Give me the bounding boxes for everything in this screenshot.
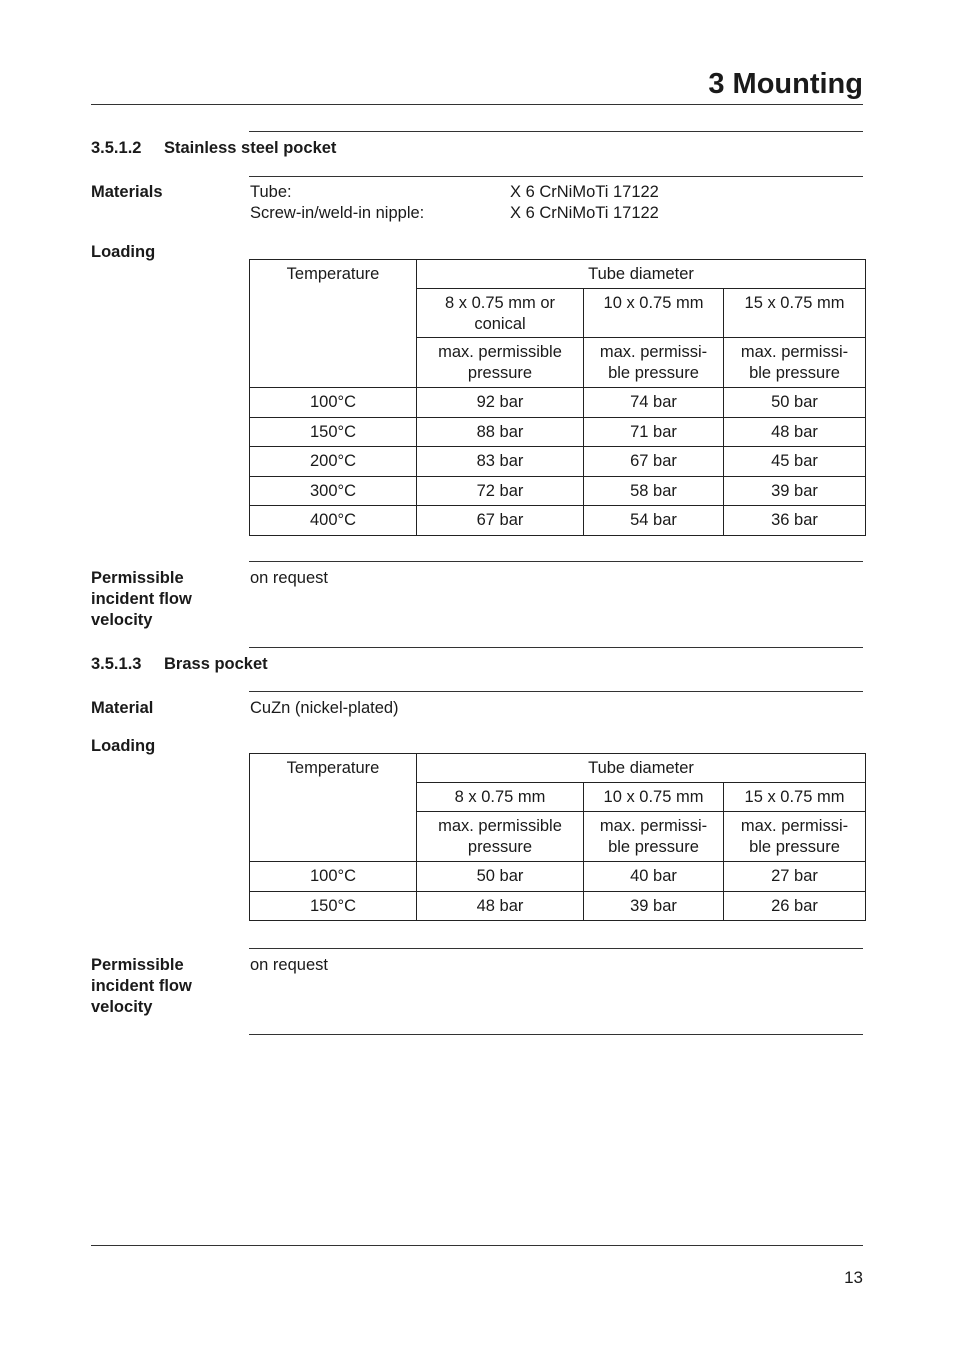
velocity-value: on request [250,569,328,587]
table-row [250,476,866,506]
tube-diameter-header: Tube diameter [417,260,866,289]
velocity-label: Permissible incident flow velocity [91,569,192,629]
pressure-cell: 83 bar [417,447,584,477]
page-number: 13 [844,1268,863,1287]
pressure-cell: 39 bar [724,476,866,506]
section-rule [249,1034,863,1035]
table-row [250,506,866,536]
velocity-value: on request [250,956,328,974]
material-part: Tube: [250,183,292,201]
chapter-title: 3 Mounting [708,68,863,100]
velocity-label: Permissible incident flow velocity [91,956,192,1016]
section-heading-stainless [91,138,336,158]
table-row [250,862,866,892]
section-rule [249,647,863,648]
temperature-cell: 100°C [250,862,417,892]
temperature-cell: 300°C [250,476,417,506]
temperature-cell: 200°C [250,447,417,477]
diameter-header: 10 x 0.75 mm [584,783,724,812]
material-label: Material [91,699,154,717]
header-rule [91,104,863,105]
section-heading-brass [91,654,268,674]
pressure-cell: 48 bar [724,417,866,447]
pressure-cell: 26 bar [724,891,866,921]
pressure-table-brass [249,753,866,921]
temperature-header: Temperature [250,260,417,388]
temperature-header: Temperature [250,754,417,862]
pressure-label: max. permissible pressure [417,338,584,388]
diameter-header: 15 x 0.75 mm [724,289,866,338]
pressure-cell: 67 bar [417,506,584,536]
pressure-cell: 48 bar [417,891,584,921]
pressure-cell: 39 bar [584,891,724,921]
pressure-cell: 27 bar [724,862,866,892]
material-part: Screw-in/weld-in nipple: [250,204,425,222]
pressure-cell: 71 bar [584,417,724,447]
loading-label: Loading [91,737,156,755]
material-value: X 6 CrNiMoTi 17122 [510,183,659,201]
section-title: Stainless steel pocket [164,139,337,157]
footer-rule [91,1245,863,1246]
section-rule [249,131,863,132]
table-row [250,447,866,477]
temperature-cell: 150°C [250,891,417,921]
loading-label: Loading [91,243,156,261]
pressure-label: max. permissible pressure [417,812,584,862]
section-rule [249,176,863,177]
material-value: CuZn (nickel-plated) [250,699,399,717]
pressure-cell: 40 bar [584,862,724,892]
pressure-cell: 54 bar [584,506,724,536]
section-rule [249,691,863,692]
pressure-cell: 92 bar [417,388,584,418]
materials-label: Materials [91,183,163,201]
pressure-label: max. permissi- ble pressure [724,812,866,862]
section-rule [249,561,863,562]
pressure-cell: 36 bar [724,506,866,536]
pressure-cell: 50 bar [417,862,584,892]
table-row [250,417,866,447]
pressure-cell: 72 bar [417,476,584,506]
section-rule [249,948,863,949]
section-title: Brass pocket [164,655,268,673]
diameter-header: 8 x 0.75 mm or conical [417,289,584,338]
section-number: 3.5.1.3 [91,655,142,673]
diameter-header: 10 x 0.75 mm [584,289,724,338]
temperature-cell: 100°C [250,388,417,418]
tube-diameter-header: Tube diameter [417,754,866,783]
material-value: X 6 CrNiMoTi 17122 [510,204,659,222]
pressure-cell: 50 bar [724,388,866,418]
pressure-table-stainless [249,259,866,536]
pressure-label: max. permissi- ble pressure [584,338,724,388]
pressure-label: max. permissi- ble pressure [584,812,724,862]
table-row [250,891,866,921]
table-row [250,388,866,418]
pressure-cell: 58 bar [584,476,724,506]
pressure-cell: 45 bar [724,447,866,477]
diameter-header: 8 x 0.75 mm [417,783,584,812]
diameter-header: 15 x 0.75 mm [724,783,866,812]
temperature-cell: 400°C [250,506,417,536]
pressure-cell: 67 bar [584,447,724,477]
section-number: 3.5.1.2 [91,139,142,157]
pressure-label: max. permissi- ble pressure [724,338,866,388]
pressure-cell: 74 bar [584,388,724,418]
temperature-cell: 150°C [250,417,417,447]
pressure-cell: 88 bar [417,417,584,447]
